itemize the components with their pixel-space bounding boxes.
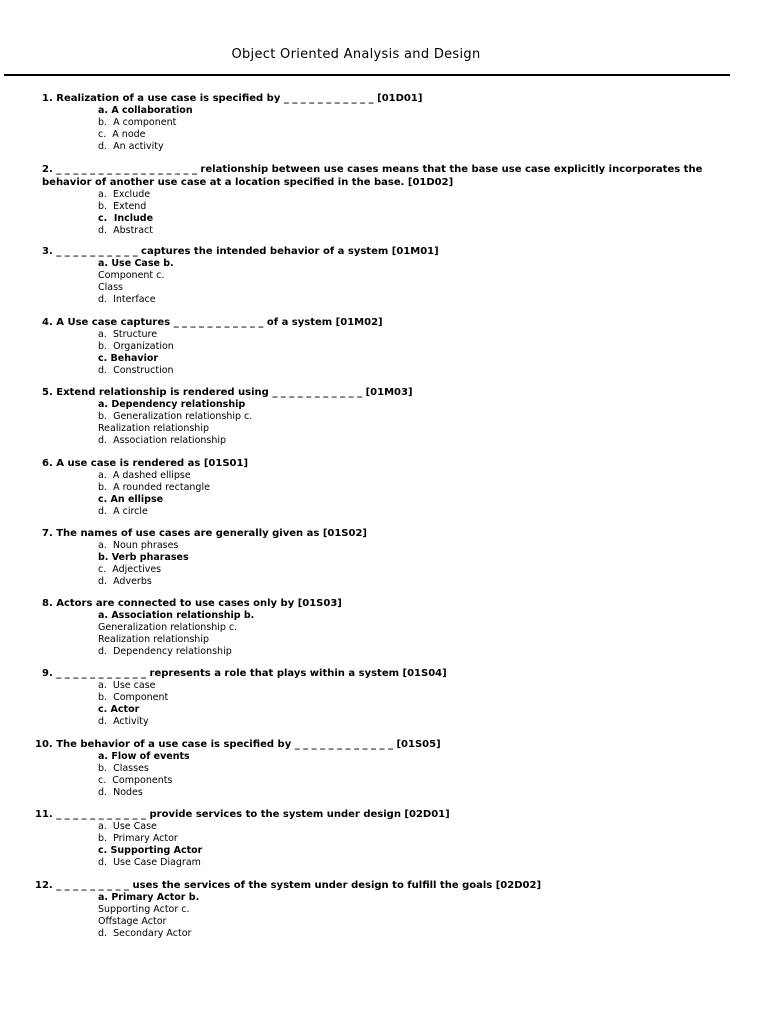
- option-b: Generalization relationship c.: [98, 622, 238, 633]
- option-c: c. A node: [98, 129, 146, 140]
- option-b: b. Organization: [98, 341, 174, 352]
- option-c: Realization relationship: [98, 634, 209, 645]
- question-text: 11. _ _ _ _ _ _ _ _ _ _ _ provide services to the system under design [02D01]: [35, 809, 450, 820]
- option-a: a. Use Case: [98, 821, 157, 832]
- question-text: 1. Realization of a use case is specified by _ _ _ _ _ _ _ _ _ _ _ [01D01]: [42, 93, 423, 104]
- option-d: d. Construction: [98, 365, 174, 376]
- option-a: a. Noun phrases: [98, 540, 179, 551]
- question-2: [0, 163, 768, 237]
- question-text: 7. The names of use cases are generally given as [01S02]: [42, 528, 367, 539]
- option-b: b. Verb pharases: [98, 552, 189, 563]
- option-c: c. Behavior: [98, 353, 159, 364]
- option-c: Class: [98, 282, 123, 293]
- question-text: 2. _ _ _ _ _ _ _ _ _ _ _ _ _ _ _ _ _ relationship between use cases means that the base use case explicitly incorporates the: [42, 164, 703, 175]
- option-d: d. An activity: [98, 141, 164, 152]
- option-b: Supporting Actor c.: [98, 904, 190, 915]
- question-text: 5. Extend relationship is rendered using _ _ _ _ _ _ _ _ _ _ _ [01M03]: [42, 387, 413, 398]
- title-divider: [4, 74, 730, 76]
- option-d: d. A circle: [98, 506, 148, 517]
- option-a: a. Structure: [98, 329, 158, 340]
- option-b: b. Generalization relationship c.: [98, 411, 253, 422]
- option-c: c. Components: [98, 775, 173, 786]
- question-text: 3. _ _ _ _ _ _ _ _ _ _ captures the intended behavior of a system [01M01]: [42, 246, 439, 257]
- option-b: b. Primary Actor: [98, 833, 178, 844]
- option-c: c. Adjectives: [98, 564, 162, 575]
- option-c: c. Supporting Actor: [98, 845, 203, 856]
- option-a: a. A dashed ellipse: [98, 470, 191, 481]
- option-a: a. Exclude: [98, 189, 151, 200]
- question-text: 6. A use case is rendered as [01S01]: [42, 458, 249, 469]
- option-c: Offstage Actor: [98, 916, 167, 927]
- question-8: [0, 597, 768, 658]
- question-text: 4. A Use case captures _ _ _ _ _ _ _ _ _ _ _ of a system [01M02]: [42, 317, 383, 328]
- question-text: 8. Actors are connected to use cases only by [01S03]: [42, 598, 342, 609]
- question-text: 9. _ _ _ _ _ _ _ _ _ _ _ represents a role that plays within a system [01S04]: [42, 668, 447, 679]
- option-d: d. Use Case Diagram: [98, 857, 201, 868]
- question-text-continued: behavior of another use case at a location specified in the base. [01D02]: [42, 177, 454, 188]
- option-d: d. Association relationship: [98, 435, 227, 446]
- option-d: d. Activity: [98, 716, 149, 727]
- question-11: [0, 808, 768, 869]
- option-a: a. Dependency relationship: [98, 399, 246, 410]
- question-10: [0, 738, 768, 799]
- option-b: Component c.: [98, 270, 165, 281]
- question-text: 10. The behavior of a use case is specified by _ _ _ _ _ _ _ _ _ _ _ _ [01S05]: [35, 739, 441, 750]
- question-7: [0, 527, 768, 588]
- option-d: d. Abstract: [98, 225, 153, 236]
- option-d: d. Adverbs: [98, 576, 152, 587]
- option-b: b. Classes: [98, 763, 149, 774]
- option-c: c. Include: [98, 213, 154, 224]
- question-12: [0, 879, 768, 940]
- option-a: a. Use case: [98, 680, 156, 691]
- option-b: b. Extend: [98, 201, 147, 212]
- option-b: b. A rounded rectangle: [98, 482, 210, 493]
- option-a: a. Flow of events: [98, 751, 190, 762]
- question-text: 12. _ _ _ _ _ _ _ _ _ uses the services of the system under design to fulfill the goals [02D02]: [35, 880, 542, 891]
- document-title: Object Oriented Analysis and Design: [231, 47, 481, 62]
- question-5: [0, 386, 768, 447]
- question-9: [0, 667, 768, 728]
- question-3: [0, 245, 768, 306]
- question-4: [0, 316, 768, 377]
- option-c: c. Actor: [98, 704, 140, 715]
- option-b: b. Component: [98, 692, 169, 703]
- option-a: a. Use Case b.: [98, 258, 174, 269]
- question-6: [0, 457, 768, 518]
- question-1: [0, 92, 768, 153]
- option-a: a. Primary Actor b.: [98, 892, 200, 903]
- option-d: d. Dependency relationship: [98, 646, 232, 657]
- option-d: d. Nodes: [98, 787, 143, 798]
- option-d: d. Secondary Actor: [98, 928, 192, 939]
- option-a: a. A collaboration: [98, 105, 193, 116]
- option-d: d. Interface: [98, 294, 156, 305]
- option-c: c. An ellipse: [98, 494, 164, 505]
- option-b: b. A component: [98, 117, 177, 128]
- option-c: Realization relationship: [98, 423, 209, 434]
- option-a: a. Association relationship b.: [98, 610, 255, 621]
